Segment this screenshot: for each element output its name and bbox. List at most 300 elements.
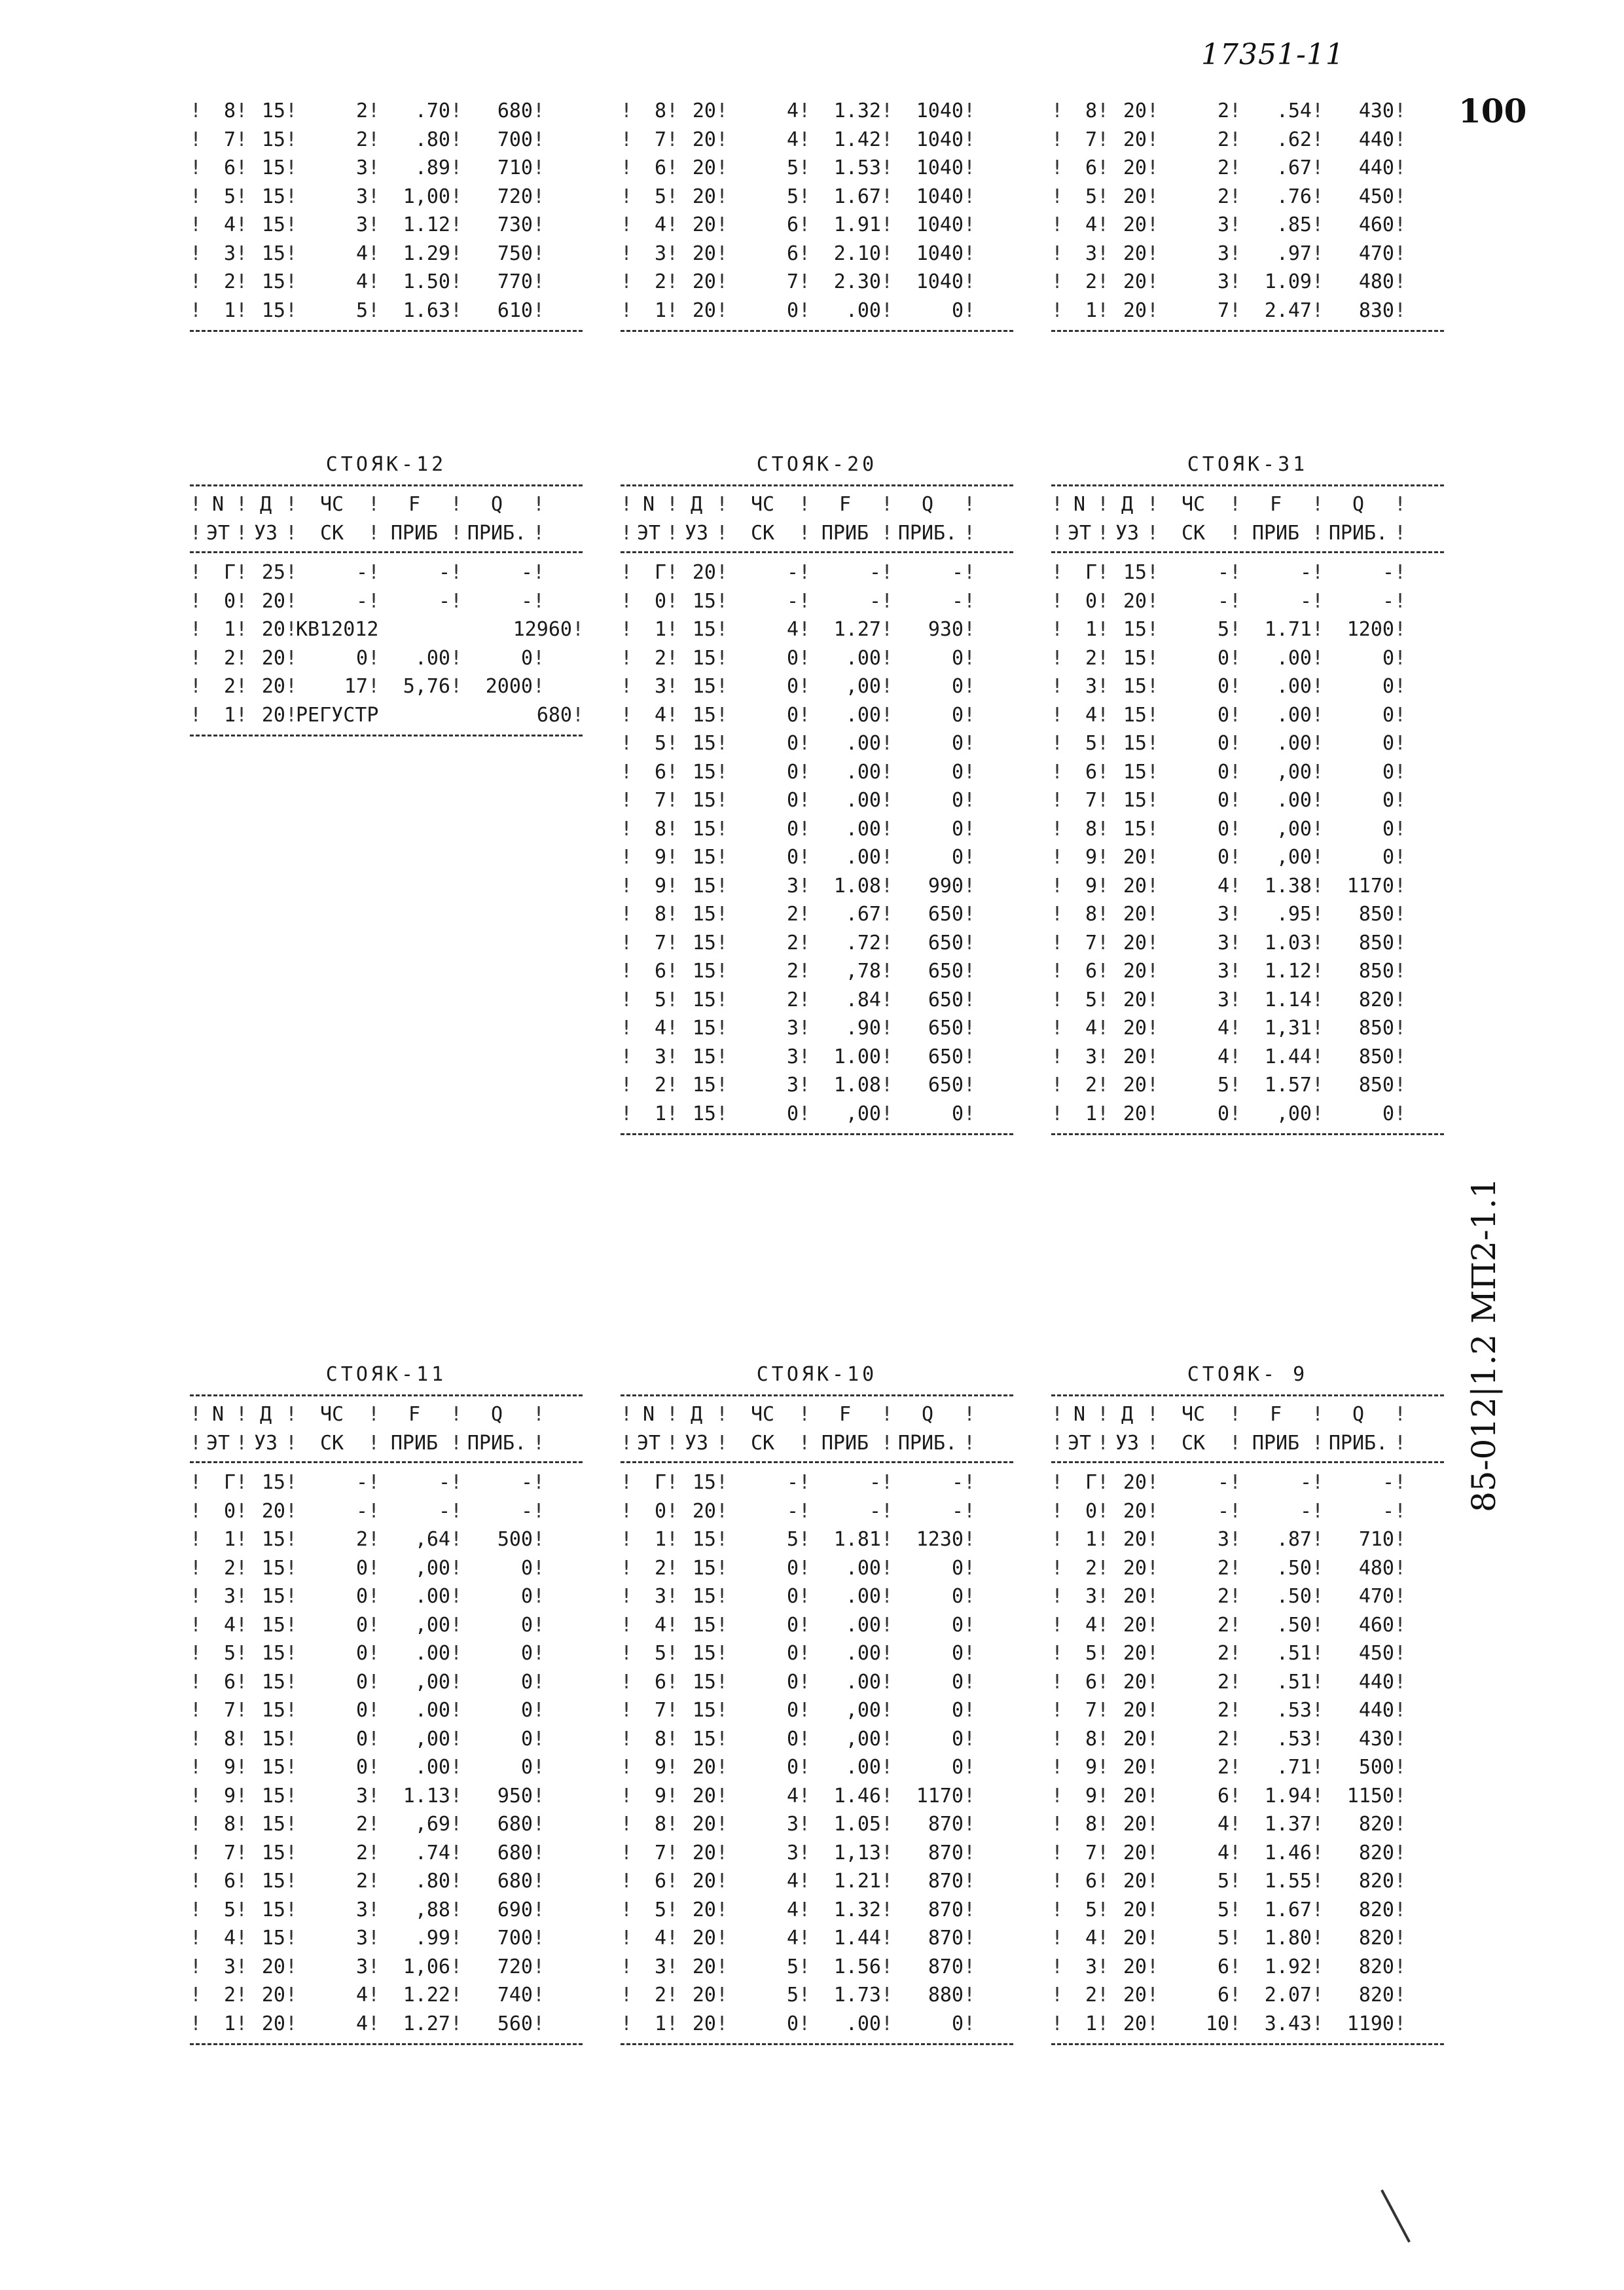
- column-separator: !: [716, 1499, 729, 1523]
- cell-area: 1.08: [833, 1074, 881, 1097]
- column-separator: !: [666, 1927, 679, 1950]
- column-separator: !: [368, 1927, 380, 1950]
- cell-area: .00: [414, 1642, 450, 1665]
- column-separator: !: [1394, 1102, 1407, 1125]
- column-separator: !: [1394, 1927, 1407, 1950]
- column-separator: !: [368, 1585, 380, 1608]
- column-separator: !: [1051, 1528, 1064, 1551]
- column-separator: !: [964, 2012, 976, 2035]
- cell-sections: 4: [786, 100, 799, 122]
- cell-floor: 5: [654, 732, 666, 755]
- column-separator: !: [881, 903, 893, 926]
- cell-sections: 2: [1217, 1556, 1229, 1580]
- cell-sections: 0: [355, 1585, 368, 1608]
- header-cell: ПРИБ.: [1328, 521, 1388, 545]
- cell-diameter: 15: [261, 156, 285, 179]
- cell-sections: 0: [1217, 703, 1229, 727]
- column-separator: !: [1051, 789, 1064, 812]
- column-separator: !: [666, 931, 679, 954]
- cell-diameter: 20: [1123, 1955, 1147, 1978]
- column-separator: !: [666, 1045, 679, 1068]
- column-separator: !: [1312, 1045, 1324, 1068]
- cell-sections: 2: [1217, 1670, 1229, 1694]
- column-separator: !: [236, 156, 248, 179]
- column-separator: !: [881, 1699, 893, 1722]
- cell-area: 1.00: [833, 1045, 881, 1068]
- table-row: [1051, 957, 1444, 986]
- column-separator: !: [368, 589, 380, 613]
- column-separator: !: [450, 1699, 463, 1722]
- cell-heat-load: 1190: [1346, 2012, 1394, 2035]
- cell-diameter: 20: [1123, 874, 1147, 898]
- cell-diameter: 15: [692, 960, 716, 983]
- column-separator: !: [368, 156, 380, 179]
- column-separator: !: [716, 100, 729, 122]
- cell-sections: 4: [786, 618, 799, 641]
- cell-sections: РЕГУСТР: [296, 703, 379, 727]
- cell-diameter: 20: [692, 2012, 716, 2035]
- cell-heat-load: 0: [520, 1613, 533, 1637]
- header-cell: N: [1073, 1403, 1086, 1426]
- column-separator: !: [1147, 1813, 1159, 1836]
- column-separator: !: [881, 1870, 893, 1893]
- cell-heat-load: 770: [497, 270, 533, 293]
- cell-sections: 4: [786, 1870, 799, 1893]
- column-separator: !: [716, 1403, 729, 1426]
- cell-heat-load: 870: [928, 1813, 964, 1836]
- header-cell: ПРИБ: [390, 1431, 439, 1455]
- document-code: 17351-11: [1201, 38, 1344, 71]
- cell-floor: 9: [1085, 846, 1097, 869]
- cell-area: .00: [845, 732, 881, 755]
- column-separator: !: [450, 493, 463, 516]
- column-separator: !: [799, 1955, 811, 1978]
- cell-sections: -: [355, 1471, 368, 1494]
- column-separator: !: [799, 493, 811, 516]
- column-separator: !: [1147, 846, 1159, 869]
- table-row: [190, 644, 583, 673]
- cell-diameter: 15: [692, 1727, 716, 1751]
- cell-heat-load: 650: [928, 1074, 964, 1097]
- table-row: [621, 929, 1013, 958]
- column-separator: !: [621, 185, 633, 208]
- table-row: [621, 815, 1013, 844]
- column-separator: !: [1051, 521, 1064, 545]
- column-separator: !: [1147, 1585, 1159, 1608]
- column-separator: !: [716, 299, 729, 322]
- table-body: [190, 553, 583, 735]
- column-separator: !: [368, 1984, 380, 2007]
- column-separator: !: [450, 1499, 463, 1523]
- column-separator: !: [621, 903, 633, 926]
- column-separator: !: [1051, 1045, 1064, 1068]
- cell-diameter: 15: [261, 1585, 285, 1608]
- table-row: [190, 1924, 583, 1953]
- column-separator: !: [285, 1431, 298, 1455]
- column-separator: !: [190, 561, 202, 584]
- column-separator: !: [368, 1403, 380, 1426]
- cell-floor: Г: [1085, 561, 1097, 584]
- cell-diameter: 20: [1123, 1984, 1147, 2007]
- cell-sections: 4: [786, 1784, 799, 1808]
- column-separator: !: [666, 1585, 679, 1608]
- cell-heat-load: 0: [951, 732, 964, 755]
- column-separator: !: [964, 675, 976, 698]
- cell-diameter: 20: [692, 1499, 716, 1523]
- column-separator: !: [1097, 1431, 1110, 1455]
- cell-diameter: 15: [261, 1556, 285, 1580]
- column-separator: !: [1097, 846, 1110, 869]
- column-separator: !: [533, 2012, 545, 2035]
- table-body: [190, 92, 583, 330]
- cell-heat-load: 440: [1358, 1670, 1394, 1694]
- column-separator: !: [1097, 1017, 1110, 1040]
- column-separator: !: [666, 1017, 679, 1040]
- table-row: [621, 1924, 1013, 1953]
- cell-diameter: 20: [1123, 931, 1147, 954]
- cell-sections: 0: [786, 1613, 799, 1637]
- cell-diameter: 20: [1123, 242, 1147, 265]
- column-separator: !: [1051, 703, 1064, 727]
- column-separator: !: [1394, 213, 1407, 236]
- cell-area: 1,13: [833, 1841, 881, 1864]
- cell-floor: 3: [654, 675, 666, 698]
- column-separator: !: [621, 931, 633, 954]
- cell-area: -: [438, 561, 450, 584]
- cell-sections: 2: [786, 931, 799, 954]
- cell-diameter: 15: [261, 1756, 285, 1779]
- cell-floor: 4: [223, 1613, 236, 1637]
- cell-area: .84: [845, 988, 881, 1011]
- column-separator: !: [1051, 675, 1064, 698]
- column-separator: !: [285, 675, 298, 698]
- column-separator: !: [450, 675, 463, 698]
- cell-sections: 2: [1217, 1585, 1229, 1608]
- cell-sections: 2: [355, 100, 368, 122]
- column-separator: !: [1097, 1927, 1110, 1950]
- column-separator: !: [621, 1841, 633, 1864]
- cell-sections: 3: [1217, 213, 1229, 236]
- cell-sections: 3: [786, 1045, 799, 1068]
- column-separator: !: [1229, 732, 1242, 755]
- cell-sections: 4: [355, 1984, 368, 2007]
- column-separator: !: [621, 1499, 633, 1523]
- column-separator: !: [1229, 789, 1242, 812]
- cell-diameter: 20: [1123, 1074, 1147, 1097]
- column-separator: !: [964, 903, 976, 926]
- column-separator: !: [1147, 1984, 1159, 2007]
- cell-area: .62: [1276, 128, 1312, 151]
- cell-floor: 3: [223, 242, 236, 265]
- cell-area: .00: [845, 1756, 881, 1779]
- cell-sections: 3: [355, 185, 368, 208]
- column-separator: !: [1051, 1017, 1064, 1040]
- cell-heat-load: 870: [928, 1870, 964, 1893]
- header-cell: СК: [319, 1431, 344, 1455]
- column-separator: !: [1312, 817, 1324, 841]
- column-separator: !: [236, 1642, 248, 1665]
- column-separator: !: [621, 646, 633, 670]
- table-row: [1051, 1953, 1444, 1982]
- cell-diameter: 20: [1123, 1556, 1147, 1580]
- column-separator: !: [666, 1955, 679, 1978]
- column-separator: !: [1312, 789, 1324, 812]
- cell-sections: -: [1217, 589, 1229, 613]
- column-separator: !: [190, 1431, 202, 1455]
- column-separator: !: [621, 675, 633, 698]
- column-separator: !: [450, 100, 463, 122]
- column-separator: !: [190, 1556, 202, 1580]
- cell-heat-load: 0: [1382, 846, 1394, 869]
- cell-area: 1.92: [1264, 1955, 1312, 1978]
- table-header: [621, 486, 1013, 551]
- header-cell: Q: [921, 493, 934, 516]
- cell-floor: 8: [1085, 817, 1097, 841]
- cell-diameter: 25: [261, 561, 285, 584]
- column-separator: !: [533, 1927, 545, 1950]
- column-separator: !: [716, 1984, 729, 2007]
- cell-floor: 1: [654, 299, 666, 322]
- cell-sections: 2: [1217, 1642, 1229, 1665]
- cell-diameter: 15: [261, 1727, 285, 1751]
- table-row: [1051, 1525, 1444, 1554]
- column-separator: !: [799, 213, 811, 236]
- column-separator: !: [881, 1045, 893, 1068]
- column-separator: !: [236, 1727, 248, 1751]
- cell-area: .00: [845, 1556, 881, 1580]
- cell-sections: 4: [786, 1898, 799, 1921]
- cell-floor: 1: [1085, 1102, 1097, 1125]
- table-title: СТОЯК-11: [325, 1363, 447, 1386]
- cell-sections: 0: [786, 299, 799, 322]
- cell-floor: 1: [1085, 2012, 1097, 2035]
- cell-area: .00: [1276, 789, 1312, 812]
- column-separator: !: [1097, 1727, 1110, 1751]
- column-separator: !: [190, 1585, 202, 1608]
- table-row: [621, 1468, 1013, 1497]
- cell-area: -: [869, 1499, 881, 1523]
- column-separator: !: [236, 1756, 248, 1779]
- cell-heat-load: 1040: [916, 185, 964, 208]
- column-separator: !: [621, 1642, 633, 1665]
- cell-heat-load: 0: [951, 2012, 964, 2035]
- table-row: [621, 97, 1013, 126]
- table-top-right: [1051, 92, 1444, 332]
- column-separator: !: [368, 100, 380, 122]
- cell-sections: 0: [786, 1699, 799, 1722]
- column-separator: !: [1312, 1727, 1324, 1751]
- table-row: [190, 1696, 583, 1725]
- column-separator: !: [1147, 1017, 1159, 1040]
- column-separator: !: [450, 1841, 463, 1864]
- cell-heat-load: 0: [951, 846, 964, 869]
- cell-heat-load: 0: [951, 703, 964, 727]
- cell-sections: 6: [786, 213, 799, 236]
- column-separator: !: [964, 521, 976, 545]
- column-separator: !: [1229, 1841, 1242, 1864]
- cell-diameter: 15: [261, 1898, 285, 1921]
- cell-heat-load: 690: [497, 1898, 533, 1921]
- column-separator: !: [450, 1784, 463, 1808]
- column-separator: !: [621, 1727, 633, 1751]
- column-separator: !: [1051, 1784, 1064, 1808]
- cell-heat-load: 0: [951, 1613, 964, 1637]
- cell-area: 1.09: [1264, 270, 1312, 293]
- table-title: СТОЯК-12: [325, 453, 447, 476]
- column-separator: !: [881, 1984, 893, 2007]
- cell-area: ,00: [1276, 760, 1312, 784]
- cell-sections: 4: [1217, 1841, 1229, 1864]
- cell-diameter: 20: [1123, 1613, 1147, 1637]
- cell-diameter: 20: [1123, 903, 1147, 926]
- column-separator: !: [716, 1870, 729, 1893]
- cell-diameter: 20: [1123, 100, 1147, 122]
- column-separator: !: [533, 1585, 545, 1608]
- column-separator: !: [450, 213, 463, 236]
- cell-diameter: 15: [261, 128, 285, 151]
- column-separator: !: [799, 874, 811, 898]
- cell-diameter: 15: [261, 1784, 285, 1808]
- column-separator: !: [1051, 1727, 1064, 1751]
- cell-heat-load: 0: [520, 1756, 533, 1779]
- table-row: [621, 211, 1013, 240]
- column-separator: !: [1229, 1403, 1242, 1426]
- column-separator: !: [1097, 156, 1110, 179]
- column-separator: !: [190, 299, 202, 322]
- table-row: [621, 1981, 1013, 2010]
- column-separator: !: [881, 1813, 893, 1836]
- column-separator: !: [1229, 299, 1242, 322]
- cell-floor: 3: [1085, 1585, 1097, 1608]
- table-row: [1051, 2010, 1444, 2039]
- column-separator: !: [1097, 1471, 1110, 1494]
- cell-area: .00: [845, 1585, 881, 1608]
- column-separator: !: [1229, 1813, 1242, 1836]
- column-separator: !: [450, 185, 463, 208]
- column-separator: !: [1312, 561, 1324, 584]
- column-separator: !: [236, 1585, 248, 1608]
- column-separator: !: [368, 646, 380, 670]
- cell-heat-load: 820: [1358, 1955, 1394, 1978]
- column-separator: !: [1097, 1613, 1110, 1637]
- column-separator: !: [716, 1670, 729, 1694]
- column-separator: !: [190, 1642, 202, 1665]
- cell-area: .00: [845, 846, 881, 869]
- cell-heat-load: 720: [497, 1955, 533, 1978]
- column-separator: !: [964, 561, 976, 584]
- cell-sections: 0: [355, 1727, 368, 1751]
- table-row: [621, 1953, 1013, 1982]
- table-row: [621, 872, 1013, 901]
- cell-heat-load: 0: [951, 1102, 964, 1125]
- cell-heat-load: 850: [1358, 1074, 1394, 1097]
- table-stoyak-12: [190, 445, 583, 736]
- column-separator: !: [1051, 618, 1064, 641]
- column-separator: !: [190, 703, 202, 727]
- column-separator: !: [666, 1841, 679, 1864]
- cell-sections: 0: [355, 1756, 368, 1779]
- cell-floor: 2: [1085, 646, 1097, 670]
- column-separator: !: [621, 128, 633, 151]
- column-separator: !: [1097, 100, 1110, 122]
- cell-sections: 0: [355, 1642, 368, 1665]
- column-separator: !: [666, 1813, 679, 1836]
- page-number: 100: [1458, 92, 1527, 130]
- table-title: СТОЯК- 9: [1187, 1363, 1308, 1386]
- column-separator: !: [964, 988, 976, 1011]
- cell-sections: 0: [786, 2012, 799, 2035]
- column-separator: !: [799, 903, 811, 926]
- header-cell: F: [1269, 1403, 1282, 1426]
- table-row: [621, 1014, 1013, 1043]
- column-separator: !: [1051, 561, 1064, 584]
- column-separator: !: [1394, 1403, 1407, 1426]
- column-separator: !: [716, 1045, 729, 1068]
- column-separator: !: [285, 1699, 298, 1722]
- column-separator: !: [1394, 874, 1407, 898]
- header-row: [621, 1429, 1013, 1458]
- cell-sections: -: [786, 1471, 799, 1494]
- cell-floor: Г: [654, 1471, 666, 1494]
- table-row: [1051, 183, 1444, 211]
- cell-heat-load: 850: [1358, 931, 1394, 954]
- cell-floor: 9: [1085, 874, 1097, 898]
- column-separator: !: [1229, 589, 1242, 613]
- table-row: [621, 1497, 1013, 1526]
- column-separator: !: [236, 646, 248, 670]
- column-separator: !: [621, 760, 633, 784]
- cell-heat-load: 1040: [916, 128, 964, 151]
- cell-sections: 0: [355, 1670, 368, 1694]
- table-row: [621, 1725, 1013, 1754]
- column-separator: !: [1147, 561, 1159, 584]
- column-separator: !: [1147, 960, 1159, 983]
- cell-diameter: 20: [692, 128, 716, 151]
- column-separator: !: [964, 1699, 976, 1722]
- column-separator: !: [1312, 960, 1324, 983]
- cell-sections: КВ12012: [296, 618, 379, 641]
- column-separator: !: [881, 646, 893, 670]
- column-separator: !: [1051, 903, 1064, 926]
- table-row: [1051, 1753, 1444, 1782]
- column-separator: !: [1229, 2012, 1242, 2035]
- header-cell: ПРИБ.: [467, 521, 527, 545]
- cell-heat-load: 460: [1358, 213, 1394, 236]
- column-separator: !: [368, 1642, 380, 1665]
- cell-heat-load: 0: [951, 675, 964, 698]
- table-header: [1051, 1396, 1444, 1461]
- column-separator: !: [666, 185, 679, 208]
- header-cell: ПРИБ: [390, 521, 439, 545]
- cell-floor: 3: [1085, 1955, 1097, 1978]
- column-separator: !: [1394, 903, 1407, 926]
- table-row: [190, 297, 583, 325]
- column-separator: !: [666, 618, 679, 641]
- cell-diameter: 15: [692, 732, 716, 755]
- cell-heat-load: 430: [1358, 1727, 1394, 1751]
- cell-area: 1,31: [1264, 1017, 1312, 1040]
- column-separator: !: [1394, 1556, 1407, 1580]
- cell-floor: 4: [654, 213, 666, 236]
- column-separator: !: [964, 270, 976, 293]
- cell-floor: 2: [223, 270, 236, 293]
- column-separator: !: [236, 213, 248, 236]
- column-separator: !: [964, 1556, 976, 1580]
- column-separator: !: [1312, 521, 1324, 545]
- column-separator: !: [881, 1102, 893, 1125]
- cell-area: 1.67: [1264, 1898, 1312, 1921]
- column-separator: !: [666, 1556, 679, 1580]
